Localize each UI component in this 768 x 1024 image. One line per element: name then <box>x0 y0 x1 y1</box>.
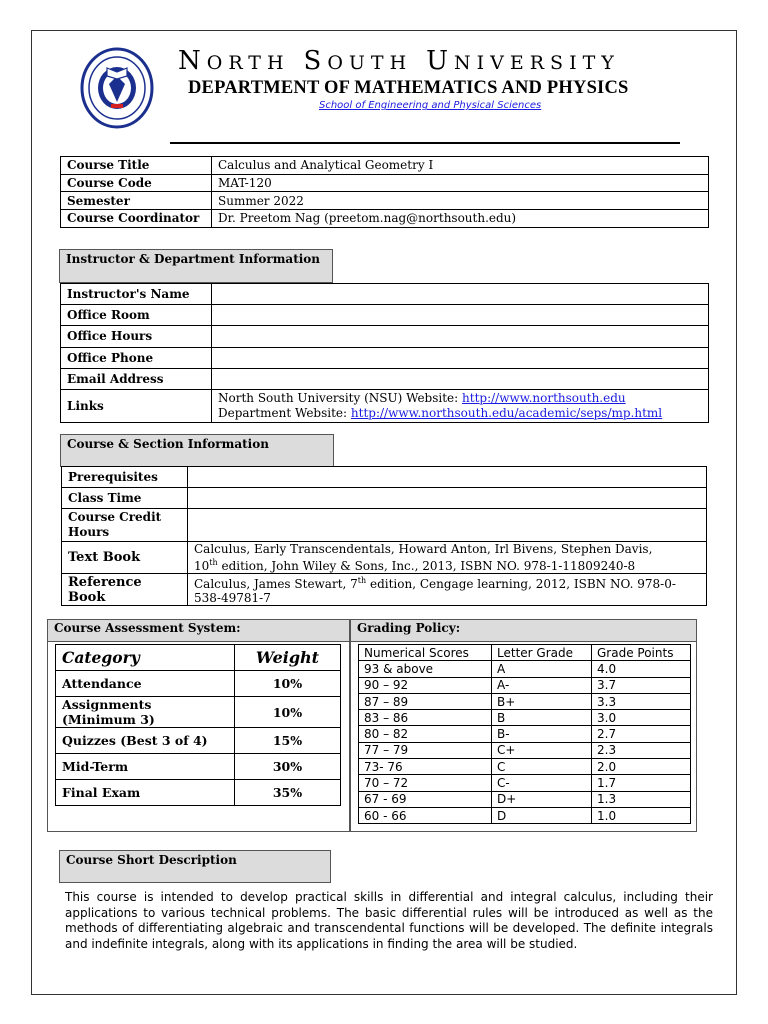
table-row: Reference Book Calculus, James Stewart, 7th edition, Cengage learning, 2012, ISBN NO. 978-0-538-49781-7 <box>62 574 707 606</box>
table-row: Office Phone <box>61 347 709 368</box>
table-row: 60 - 66 D 1.0 <box>359 807 691 823</box>
table-header-row: Category Weight <box>56 645 341 671</box>
department-website-link[interactable]: http://www.northsouth.edu/academic/seps/mp.html <box>350 405 663 420</box>
assessment-table <box>55 644 341 806</box>
grading-table <box>358 644 691 824</box>
table-row: Assignments (Minimum 3) 10% <box>56 697 341 728</box>
description-section-title: Course Short Description <box>59 850 331 883</box>
table-row: 73- 76 C 2.0 <box>359 759 691 775</box>
table-header-row: Numerical Scores Letter Grade Grade Points <box>359 645 691 661</box>
section-info-table <box>61 466 707 606</box>
table-row: Semester Summer 2022 <box>61 192 709 210</box>
course-info-table <box>60 156 709 228</box>
section-info-title: Course & Section Information <box>60 434 334 467</box>
university-name: NORTH SOUTH UNIVERSITY <box>178 46 620 76</box>
grading-panel <box>350 619 697 832</box>
course-description: This course is intended to develop practical skills in differential and integral calculus, including their applications to various technical problems. The basic differential rules will be introduced as well as the methods of differentiating algebraic and transcendental functions will be developed. The definite integrals and indefinite integrals, along with its applications in finding the area will be studied. <box>65 890 713 951</box>
assessment-panel <box>47 619 350 832</box>
table-row: Class Time <box>62 488 707 509</box>
table-row: 90 – 92 A- 3.7 <box>359 677 691 693</box>
table-row: Course Title Calculus and Analytical Geometry I <box>61 157 709 175</box>
header-rule <box>170 142 680 144</box>
table-row: Quizzes (Best 3 of 4) 15% <box>56 728 341 754</box>
table-row: 83 – 86 B 3.0 <box>359 710 691 726</box>
table-row: 93 & above A 4.0 <box>359 661 691 677</box>
grading-title: Grading Policy: <box>351 620 696 642</box>
table-row: Email Address <box>61 368 709 389</box>
instructor-section-title: Instructor & Department Information <box>59 249 333 283</box>
table-row: Office Room <box>61 305 709 326</box>
table-row: Mid-Term 30% <box>56 754 341 780</box>
table-row: 87 – 89 B+ 3.3 <box>359 693 691 709</box>
department-name: DEPARTMENT OF MATHEMATICS AND PHYSICS <box>188 78 629 98</box>
table-row: Prerequisites <box>62 467 707 488</box>
table-row: 70 – 72 C- 1.7 <box>359 775 691 791</box>
university-seal-icon <box>80 46 154 130</box>
table-row: Attendance 10% <box>56 671 341 697</box>
table-row: Final Exam 35% <box>56 780 341 806</box>
table-row: 77 – 79 C+ 2.3 <box>359 742 691 758</box>
table-row: Course Code MAT-120 <box>61 174 709 192</box>
table-row: 80 – 82 B- 2.7 <box>359 726 691 742</box>
table-row: Course Coordinator Dr. Preetom Nag (preetom.nag@northsouth.edu) <box>61 210 709 228</box>
table-row: Office Hours <box>61 326 709 347</box>
table-row: Instructor's Name <box>61 284 709 305</box>
nsu-website-link[interactable]: http://www.northsouth.edu <box>462 390 626 405</box>
table-row: 67 - 69 D+ 1.3 <box>359 791 691 807</box>
table-row: Text Book Calculus, Early Transcendentals, Howard Anton, Irl Bivens, Stephen Davis, 10th edition, John Wiley & Sons, Inc., 2013, ISBN NO. 978-1-11809240-8 <box>62 542 707 574</box>
instructor-info-table <box>60 283 709 423</box>
table-row: Course Credit Hours <box>62 509 707 542</box>
assessment-title: Course Assessment System: <box>48 620 349 642</box>
table-row: Links North South University (NSU) Website: http://www.northsouth.edu Department Website: http://www.northsouth.edu/academic/seps/mp.html <box>61 389 709 422</box>
school-link[interactable]: School of Engineering and Physical Sciences <box>319 100 542 111</box>
